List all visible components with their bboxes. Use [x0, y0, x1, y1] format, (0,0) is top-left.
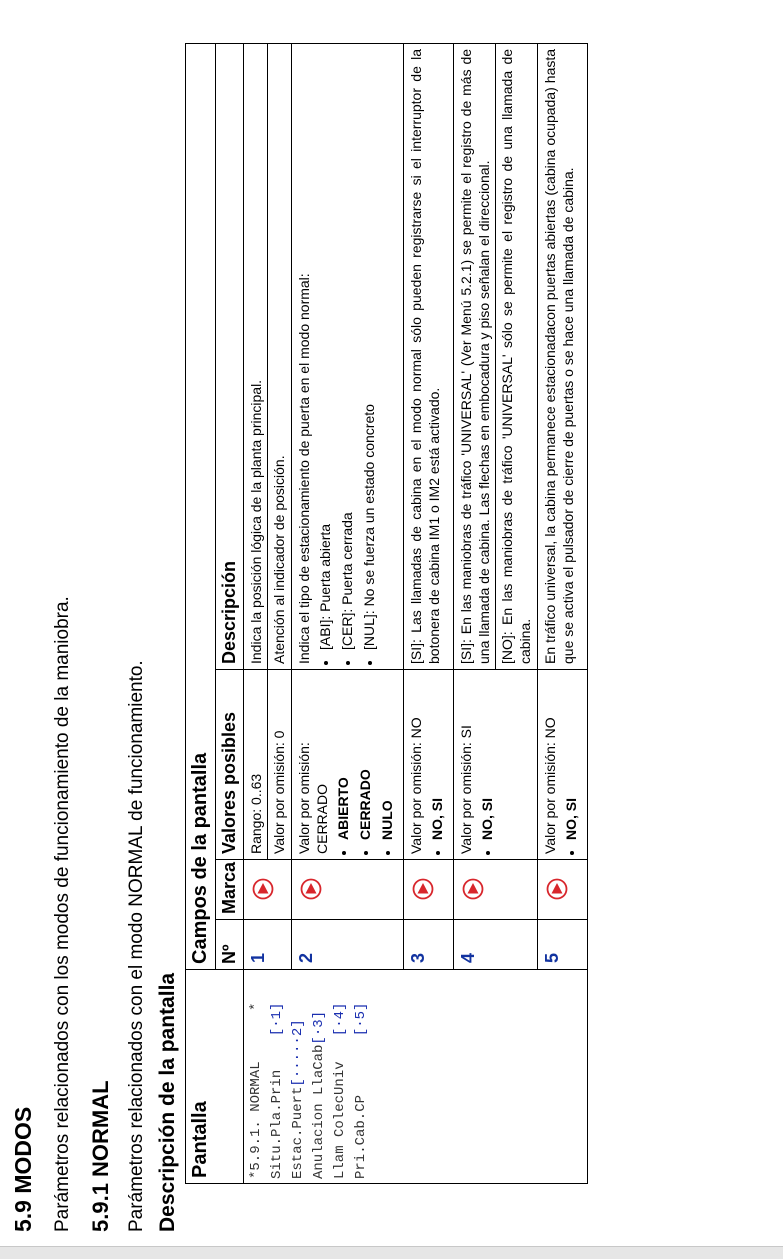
screen-line	[288, 974, 309, 1179]
screen-line-field-tag: [·1]	[269, 1002, 285, 1037]
row-number: 5	[538, 920, 588, 970]
screen-line-field-tag: [·4]	[332, 1002, 348, 1037]
descripcion-list	[316, 49, 378, 664]
screen-line-field-tag: [·····2]	[290, 1019, 306, 1087]
subsection-intro: Parámetros relacionados con el modo NORMAL de funcionamiento.	[126, 660, 147, 1232]
descripcion-text: [SI]: Las llamadas de cabina en el modo normal sólo pueden registrarse si el interruptor de la botonera de cabina IM1 o IM2 está activado.	[408, 48, 442, 664]
valores-list-item: • ABIERTO	[334, 675, 352, 840]
descripcion-cell	[538, 43, 588, 669]
screen-line	[246, 974, 267, 1179]
marca-cell	[244, 860, 292, 920]
descripcion-cell	[404, 43, 454, 669]
valores-list-item: • NO, SI	[478, 675, 496, 840]
valores-text: Rango: 0..63	[248, 773, 264, 854]
valores-text: Valor por omisión: SI	[458, 725, 474, 854]
valores-list	[562, 675, 580, 854]
row-number: 2	[292, 920, 404, 970]
warning-triangle-icon	[546, 879, 568, 901]
section-intro: Parámetros relacionados con los modos de funcionamiento de la maniobra.	[52, 596, 73, 1232]
descripcion-text: [NO]: En las maniobras de tráfico 'UNIVERSAL' sólo se permite el registro de una llamada de cabina.	[495, 44, 534, 669]
warning-triangle-icon	[300, 879, 322, 901]
parameters-table	[185, 43, 588, 1184]
header-campos: Campos de la pantalla	[186, 43, 216, 969]
screen-description-heading: Descripción de la pantalla	[156, 972, 179, 1232]
header-pantalla: Pantalla	[186, 970, 244, 1184]
valores-cell	[292, 670, 404, 860]
valores-cell	[454, 670, 538, 860]
valores-text: Valor por omisión: 0	[267, 670, 288, 859]
valores-list	[334, 675, 396, 854]
valores-list-item: • NO, SI	[428, 675, 446, 840]
valores-cell	[244, 670, 292, 860]
valores-list-item: • CERRADO	[356, 675, 374, 840]
header-valores: Valores posibles	[216, 670, 244, 860]
marca-cell	[538, 860, 588, 920]
screen-line	[267, 974, 288, 1179]
subsection-title: 5.9.1 NORMAL	[88, 1080, 113, 1232]
row-number: 4	[454, 920, 538, 970]
warning-triangle-icon	[252, 879, 274, 901]
valores-list	[428, 675, 446, 854]
warning-triangle-icon	[412, 879, 434, 901]
valores-list	[478, 675, 496, 854]
descripcion-text: Indica el tipo de estacionamiento de puerta en el modo normal:	[296, 273, 312, 664]
row-number: 1	[244, 920, 292, 970]
screen-line-text: Pri.Cab.CP	[353, 1036, 369, 1179]
descripcion-text: [SI]: En las maniobras de tráfico 'UNIVERSAL' (Ver Menú 5.2.1) se permite el registro de más de una llamada de cabina. Las flechas en embocadura y piso señalan el direccional.	[458, 48, 492, 664]
marca-cell	[404, 860, 454, 920]
screen-line-text: Estac.Puert	[290, 1086, 306, 1179]
row-number: 3	[404, 920, 454, 970]
screen-line-field-tag: [·3]	[311, 1010, 327, 1045]
screen-line-text: *5.9.1. NORMAL *	[248, 1002, 264, 1179]
section-title: 5.9 MODOS	[10, 1106, 36, 1232]
marca-cell	[292, 860, 404, 920]
descripcion-cell	[292, 43, 404, 669]
screen-line-text: Anulacion LlaCab	[311, 1044, 327, 1179]
viewer-bottom-bar	[0, 1246, 783, 1259]
descripcion-text: Indica la posición lógica de la planta principal.	[248, 379, 264, 664]
valores-list-item: • NULO	[378, 675, 396, 840]
valores-cell	[404, 670, 454, 860]
valores-text: Valor por omisión: NO	[408, 717, 424, 854]
screen-line-text: Llam ColecUniv	[332, 1036, 348, 1179]
parameters-table-wrapper	[185, 44, 588, 1184]
descripcion-list-item: • [CER]: Puerta cerrada	[338, 49, 356, 650]
table-body	[244, 43, 588, 1183]
marca-cell	[454, 860, 538, 920]
descripcion-cell	[454, 43, 538, 669]
screen-line-field-tag: [·5]	[353, 1002, 369, 1037]
table-row	[244, 43, 292, 1183]
warning-triangle-icon	[462, 879, 484, 901]
descripcion-cell	[244, 43, 292, 669]
table-header-row-top	[186, 43, 216, 1183]
valores-cell	[538, 670, 588, 860]
valores-list-item: • NO, SI	[562, 675, 580, 840]
header-marca: Marca	[216, 860, 244, 920]
screen-line-text: Situ.Pla.Prin	[269, 1036, 285, 1179]
descripcion-list-item: • [NUL]: No se fuerza un estado concreto	[360, 49, 378, 650]
descripcion-text: En tráfico universal, la cabina permanece estacionadacon puertas abiertas (cabina ocupada) hasta que se activa el pulsador de cierre de puertas o se hace una llamada de cabina.	[542, 48, 576, 664]
screen-line	[330, 974, 351, 1179]
descripcion-text: Atención al indicador de posición.	[267, 44, 288, 669]
valores-text: Valor por omisión: NO	[542, 717, 558, 854]
descripcion-list-item: • [ABI]: Puerta abierta	[316, 49, 334, 650]
screen-line	[351, 974, 372, 1179]
header-num: Nº	[216, 920, 244, 970]
screen-line	[309, 974, 330, 1179]
valores-text: Valor por omisión: CERRADO	[296, 742, 330, 854]
header-descripcion: Descripción	[216, 43, 244, 669]
lcd-screen-mock	[244, 970, 588, 1184]
